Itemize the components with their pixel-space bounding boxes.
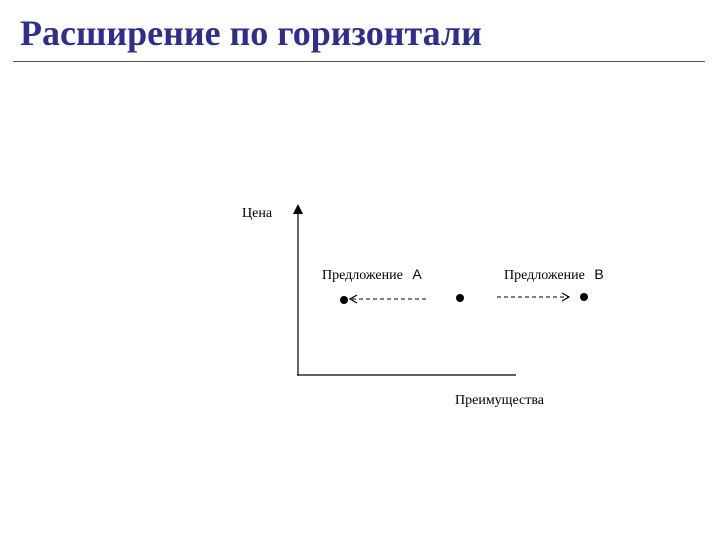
offer-a-word: Предложение (322, 268, 403, 283)
benefits-axis-label: Преимущества (455, 393, 544, 408)
offer-b-label (504, 266, 604, 283)
slide-title: Расширение по горизонтали (20, 13, 482, 53)
price-axis-label: Цена (242, 206, 273, 221)
offer-b-letter: В (594, 266, 604, 282)
offer-b-word: Предложение (504, 268, 585, 283)
offer-a-letter: А (412, 266, 422, 282)
offer-a-label (322, 266, 422, 283)
offer-b-position (580, 293, 588, 301)
original-offer-position (456, 294, 464, 302)
price-axis-arrowhead (293, 204, 303, 214)
offer-a-position (340, 296, 348, 304)
